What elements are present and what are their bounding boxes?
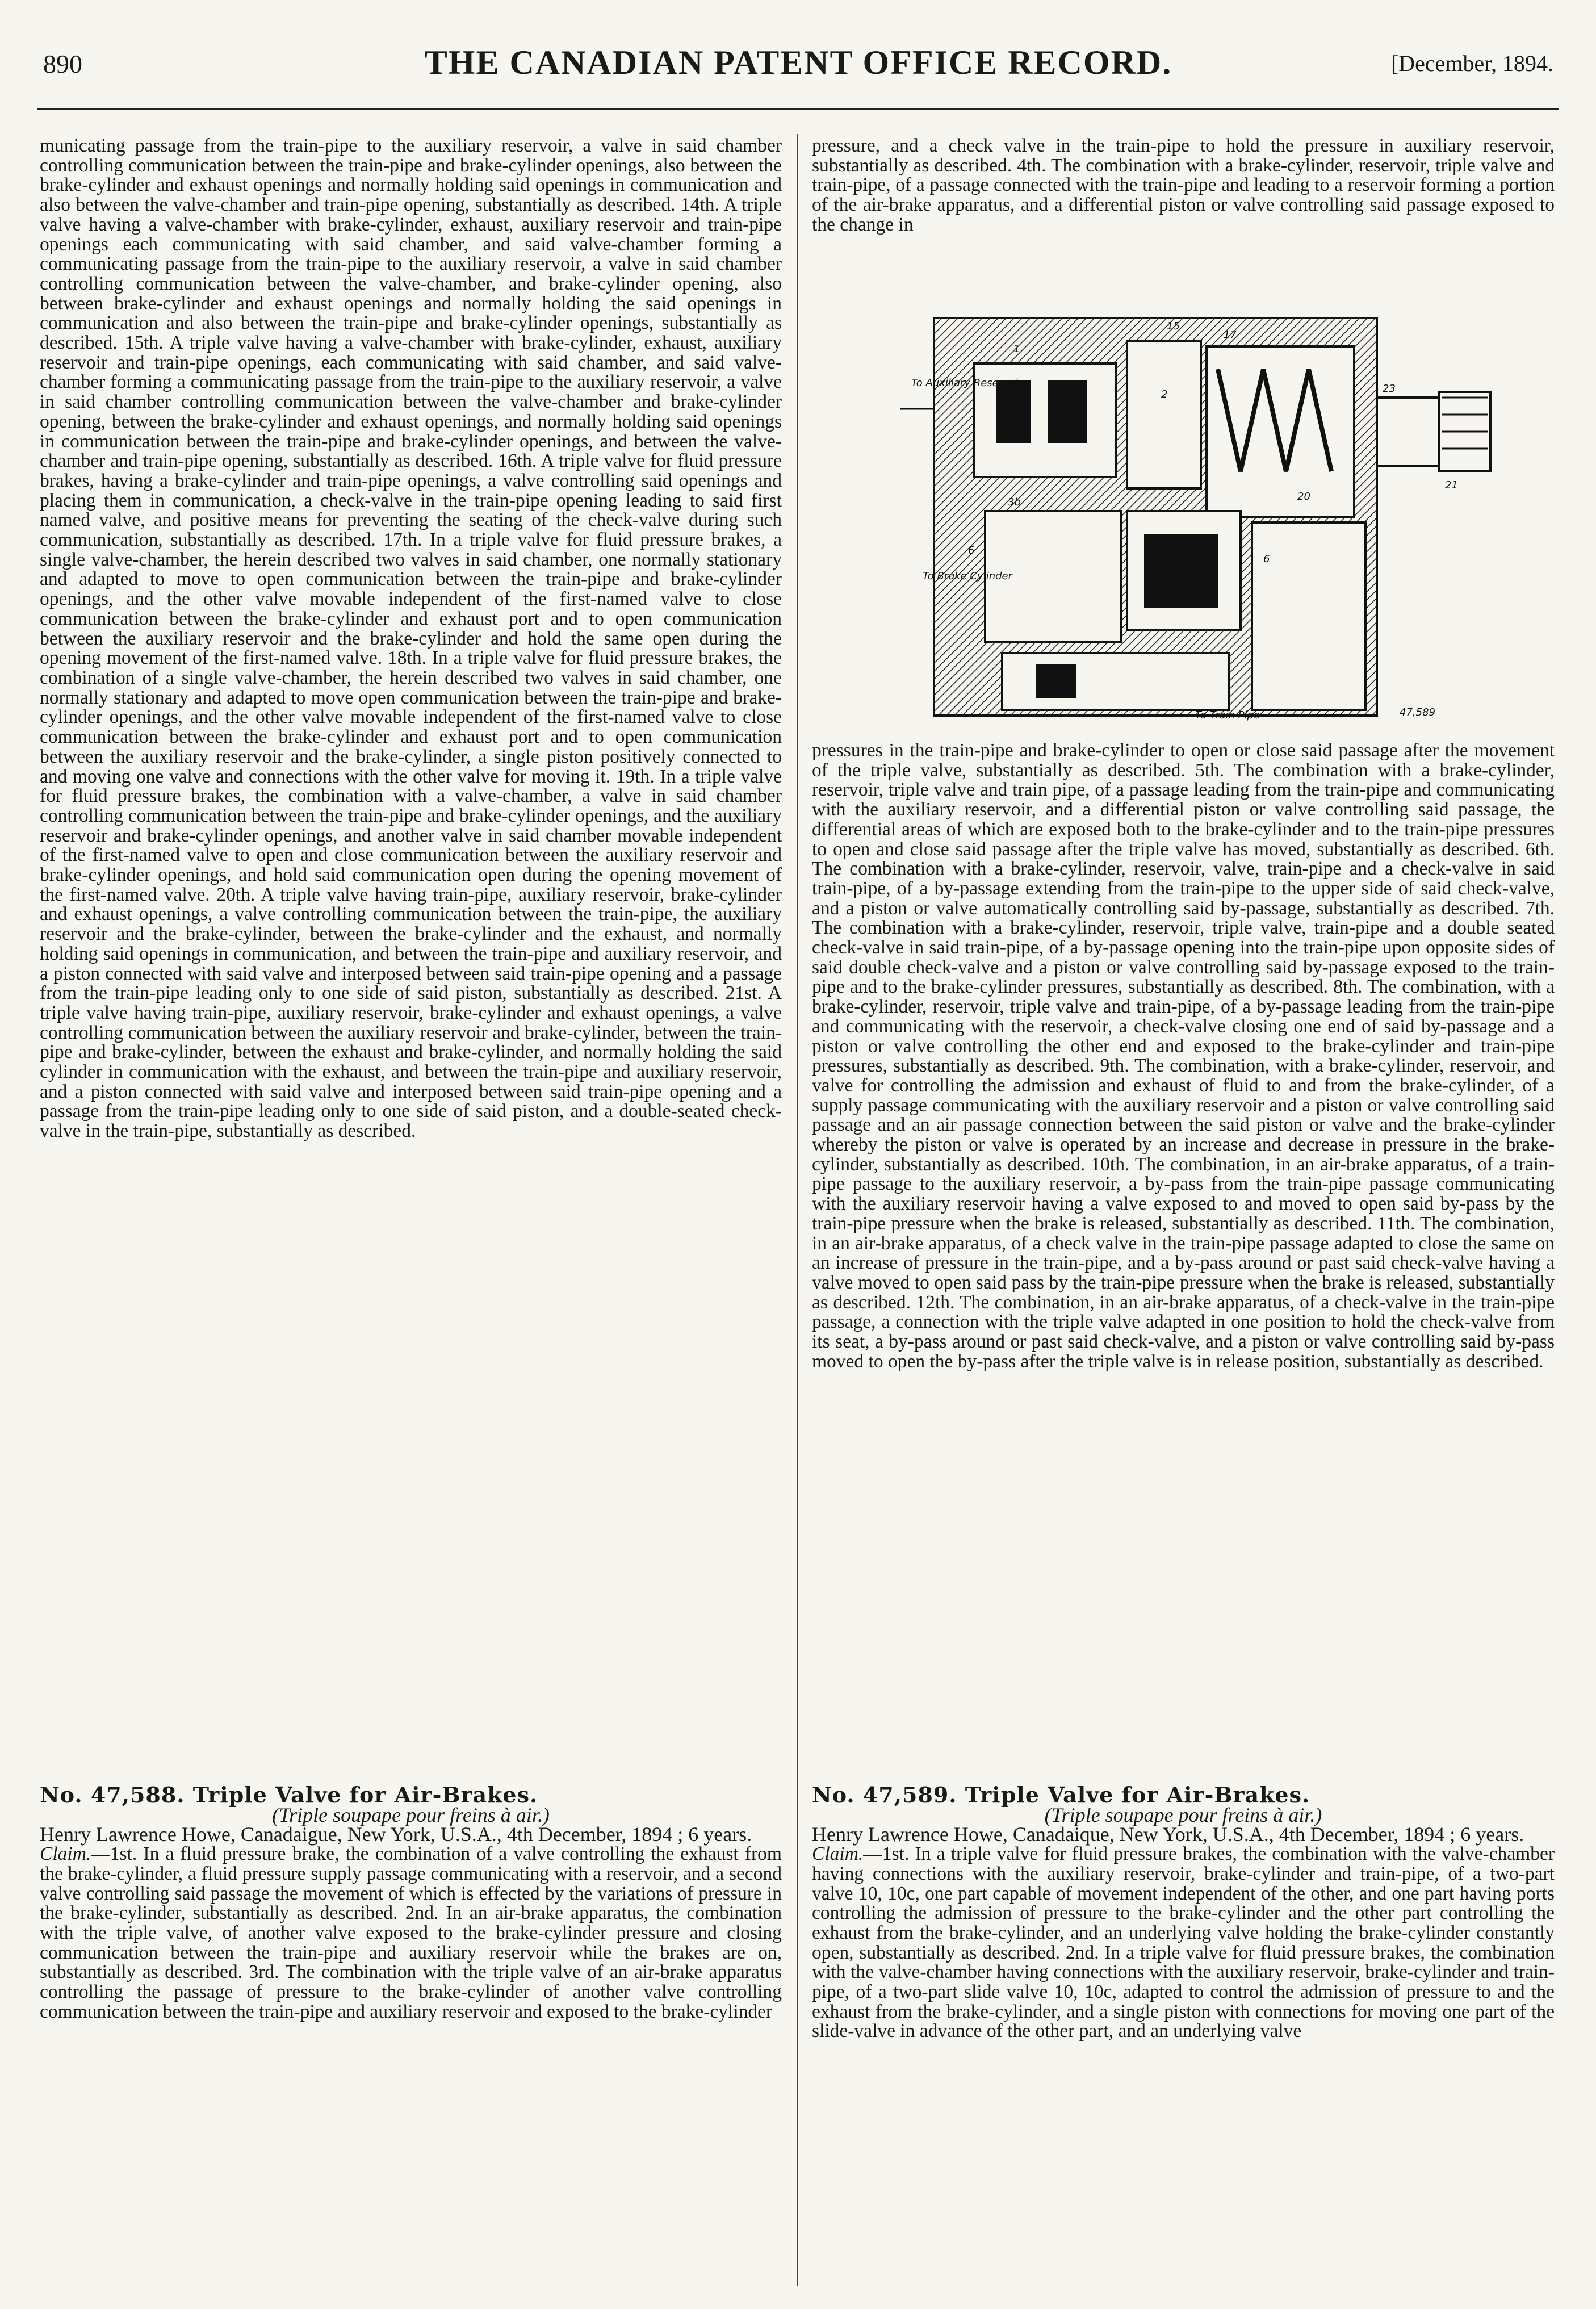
claim-label: Claim. <box>40 1843 91 1865</box>
svg-text:2: 2 <box>1161 388 1168 400</box>
label-brake-cylinder: To Brake Cylinder <box>923 570 1013 582</box>
claim-paragraph <box>812 1844 1555 2042</box>
right-column-middle <box>812 741 1555 1372</box>
issue-date: [December, 1894. <box>1390 51 1553 76</box>
claim-text: —1st. In a triple valve for fluid pressure brakes, the combination with the valve-chamber having connections with the auxiliary reservoir, brake-cylinder and train-pipe, of a two-part valve 10, 10c, one part capable of movement independent of the other, and one part having ports controlling the admission of pressure to the brake-cylinder and the other part controlling the exhaust from the brake-cylinder, and an underlying valve holding the brake-cylinder constantly open, substantially as described. 2nd. In a triple valve for fluid pressure brakes, the combination with the valve-chamber having connections with the auxiliary reservoir, brake-cylinder and train-pipe, of a two-part slide valve 10, 10c, adapted to control the admission of pressure to and the exhaust from the brake-cylinder, and a single piston with connections for moving one part of the slide-valve in advance of the other part, and an underlying valve <box>812 1843 1555 2042</box>
left-column-text <box>40 136 782 1141</box>
svg-text:17: 17 <box>1224 329 1237 341</box>
publication-title: THE CANADIAN PATENT OFFICE RECORD. <box>424 44 1172 81</box>
header-rule <box>37 108 1559 110</box>
claims-continuation-left: municating passage from the train-pipe to the auxiliary reservoir, a valve in said chamber controlling communication between the train-pipe and brake-cylinder openings, also between the brake-cylinder and exhaust openings and normally holding said openings in communication and also between the valve-chamber and train-pipe opening, substantially as described. 14th. A triple valve having a valve-chamber with brake-cylinder, exhaust, auxiliary reservoir and train-pipe openings each communicating with said chamber, and said valve-chamber forming a communicating passage from the train-pipe to the auxiliary reservoir, a valve in said chamber controlling communication between the valve-chamber, and brake-cylinder opening, also between brake-cylinder and exhaust openings and normally holding the said openings in communication and also between the train-pipe and brake-cylinder openings, substantially as described. 15th. A triple valve having a valve-chamber with brake-cylinder, exhaust, auxiliary reservoir and train-pipe openings, each communicating with said chamber, and said valve-chamber forming a communicating passage from the train-pipe to the auxiliary reservoir, a valve in said chamber controlling communication between the valve-chamber and brake-cylinder opening, between the brake-cylinder and exhaust openings, and normally holding said openings in communication between the train-pipe and brake-cylinder openings, and between the valve-chamber and train-pipe opening, substantially as described. 16th. A triple valve for fluid pressure brakes, having a brake-cylinder and train-pipe openings, a valve controlling said openings and placing them in communication, a check-valve in the train-pipe opening leading to said first named valve, and positive means for preventing the seating of the check-valve during such communication, substantially as described. 17th. In a triple valve for fluid pressure brakes, a single valve-chamber, the herein described two valves in said chamber, one normally stationary and adapted to move to open communication between the train-pipe and brake-cylinder openings, and the other valve movable independent of the first-named valve to close communication between the brake-cylinder and exhaust port and to open communication between the auxiliary reservoir and the brake-cylinder and hold the same open during the opening movement of the first-named valve. 18th. In a triple valve for fluid pressure brakes, the combination of a single valve-chamber, the herein described two valves in said chamber, one normally stationary and adapted to move open communication between the train-pipe and brake-cylinder openings, and the other valve movable independent of the first-named valve to close communication between the brake-cylinder and exhaust port and to open communication between the auxiliary reservoir and the brake-cylinder, a single piston positively connected to and moving one valve and connections with the other valve for moving it. 19th. In a triple valve for fluid pressure brakes, the combination with a valve-chamber, a valve in said chamber controlling communication between the train-pipe and brake-cylinder openings, and the auxiliary reservoir and brake-cylinder openings, and another valve in said chamber movable independent of the first-named valve to open and close communication between the auxiliary reservoir and brake-cylinder openings, and hold said communication open during the opening movement of the first-named valve. 20th. A triple valve having train-pipe, auxiliary reservoir, brake-cylinder and exhaust openings, a valve controlling communication between the train-pipe, the auxiliary reservoir and the brake-cylinder, between the brake-cylinder and the exhaust, and normally holding said openings in communication, and between the train-pipe and auxiliary reservoir, and a piston connected with said valve and interposed between said train-pipe opening and a passage from the train-pipe leading only to one side of said piston, substantially as described. 21st. A triple valve having train-pipe, auxiliary reservoir, brake-cylinder and exhaust openings, a valve controlling communication between the auxiliary reservoir and brake-cylinder, between the train-pipe and brake-cylinder, between the exhaust and brake-cylinder, and normally holding the said cylinder in communication with the exhaust, and between the train-pipe and auxiliary reservoir, and a piston connected with said valve and interposed between said train-pipe opening and a passage from the train-pipe leading only to one side of said piston, and a double-seated check-valve in the train-pipe, substantially as described. <box>40 135 782 1142</box>
svg-text:20: 20 <box>1297 491 1310 503</box>
inventor-line: Henry Lawrence Howe, Canadaique, New York, U.S.A., 4th December, 1894 ; 6 years. <box>812 1823 1524 1846</box>
patent-47588 <box>40 1782 782 2022</box>
patent-heading: No. 47,588. Triple Valve for Air-Brakes. <box>40 1782 538 1808</box>
page-number: 890 <box>43 49 82 78</box>
claims-continuation-right: pressure, and a check valve in the train-pipe to hold the pressure in auxiliary reservoir, substantially as described. 4th. The combination with a brake-cylinder, reservoir, triple valve and train-pipe, of a passage connected with the train-pipe and leading to a reservoir forming a portion of the air-brake apparatus, and a differential piston or valve controlling said passage exposed to the change in <box>812 135 1555 235</box>
triple-valve-drawing <box>900 295 1513 727</box>
right-column-top <box>812 136 1555 235</box>
svg-text:6: 6 <box>968 545 975 557</box>
label-aux-reservoir: To Auxiliary Reservoir <box>911 377 1023 389</box>
label-train-pipe: To Train Pipe <box>1195 709 1260 721</box>
claim-text: —1st. In a fluid pressure brake, the combination of a valve controlling the exhaust from the brake-cylinder, a fluid pressure supply passage communicating with a reservoir, and a second valve controlling said passage the movement of which is effected by the variations of pressure in the brake-cylinder, substantially as described. 2nd. In an air-brake apparatus, the combination with the triple valve, of another valve exposed to the brake-cylinder pressure and closing communication between the train-pipe and auxiliary reservoir while the brakes are on, substantially as described. 3rd. The combination with the triple valve of an air-brake apparatus controlling the passage of pressure to the brake-cylinder of another valve controlling communication between the train-pipe and auxiliary reservoir and exposed to the brake-cylinder <box>40 1843 782 2022</box>
svg-text:23: 23 <box>1383 383 1396 395</box>
svg-text:3b: 3b <box>1008 496 1021 508</box>
svg-text:15: 15 <box>1167 320 1180 332</box>
svg-text:6: 6 <box>1263 553 1270 565</box>
triple-valve-figure <box>900 295 1513 727</box>
column-divider <box>797 134 798 2286</box>
claim-label: Claim. <box>812 1843 864 1865</box>
svg-text:38: 38 <box>1050 672 1063 684</box>
claims-continuation-right-2: pressures in the train-pipe and brake-cylinder to open or close said passage after the movement of the triple valve, substantially as described. 5th. The combination with a brake-cylinder, reservoir, triple valve and train pipe, of a passage leading from the train-pipe and communicating with the auxiliary reservoir, and a differential piston or valve controlling said passage, the differential areas of which are exposed both to the brake-cylinder and to the train-pipe pressures to open and close said passage after the triple valve has moved, substantially as described. 6th. The combination with a brake-cylinder, reservoir, valve, train-pipe and a check-valve in said train-pipe, of a by-passage extending from the train-pipe to the upper side of said check-valve, and a piston or valve automatically controlling said by-passage, substantially as described. 7th. The combination with a brake-cylinder, reservoir, triple valve, train-pipe and a double seated check-valve in said train-pipe, of a by-passage opening into the train-pipe upon opposite sides of said double check-valve and a piston or valve controlling said by-passage exposed to the train-pipe and to the brake-cylinder pressures, substantially as described. 8th. The combination, with a brake-cylinder, reservoir, triple valve and train-pipe, of a by-passage leading from the train-pipe and communicating with the reservoir, a check-valve closing one end of said by-passage and a piston or valve controlling the other end and exposed to the brake-cylinder and train-pipe pressures, substantially as described. 9th. The combination, with a brake-cylinder, reservoir, and valve for controlling the admission and exhaust of fluid to and from the brake-cylinder, of a supply passage communicating with the auxiliary reservoir and a piston or valve controlling said passage and an air passage connection between the said piston or valve and the brake-cylinder whereby the piston or valve is operated by an increase and decrease in pressure in the brake-cylinder, substantially as described. 10th. The combination, in an air-brake apparatus, of a train-pipe passage to the auxiliary reservoir, a by-pass from the train-pipe passage communicating with the auxiliary reservoir having a valve exposed to and moved to open said by-pass by the train-pipe pressure when the brake is released, substantially as described. 11th. The combination, in an air-brake apparatus, of a check valve in the train-pipe passage adapted to close the same on an increase of pressure in the train-pipe, and a by-pass around or past said check-valve having a valve moved to open said pass by the train-pipe pressure when the brake is released, substantially as described. 12th. The combination, in an air-brake apparatus, of a check-valve in the train-pipe passage, a connection with the triple valve adapted in one position to hold the check-valve from its seat, a by-pass around or past said check-valve, and a piston or valve controlling said by-pass moved to open the by-pass after the triple valve is in release position, substantially as described. <box>812 740 1555 1372</box>
svg-text:21: 21 <box>1445 479 1458 491</box>
inventor-line: Henry Lawrence Howe, Canadaigue, New York, U.S.A., 4th December, 1894 ; 6 years. <box>40 1823 752 1846</box>
figure-number: 47,589 <box>1400 706 1435 718</box>
claim-paragraph <box>40 1844 782 2022</box>
patent-47589 <box>812 1782 1555 2042</box>
patent-subtitle: (Triple soupape pour freins à air.) <box>272 1803 550 1826</box>
page-header <box>37 33 1559 95</box>
patent-heading: No. 47,589. Triple Valve for Air-Brakes. <box>812 1782 1310 1808</box>
svg-text:1: 1 <box>1013 343 1020 355</box>
patent-subtitle: (Triple soupape pour freins à air.) <box>1044 1803 1322 1826</box>
